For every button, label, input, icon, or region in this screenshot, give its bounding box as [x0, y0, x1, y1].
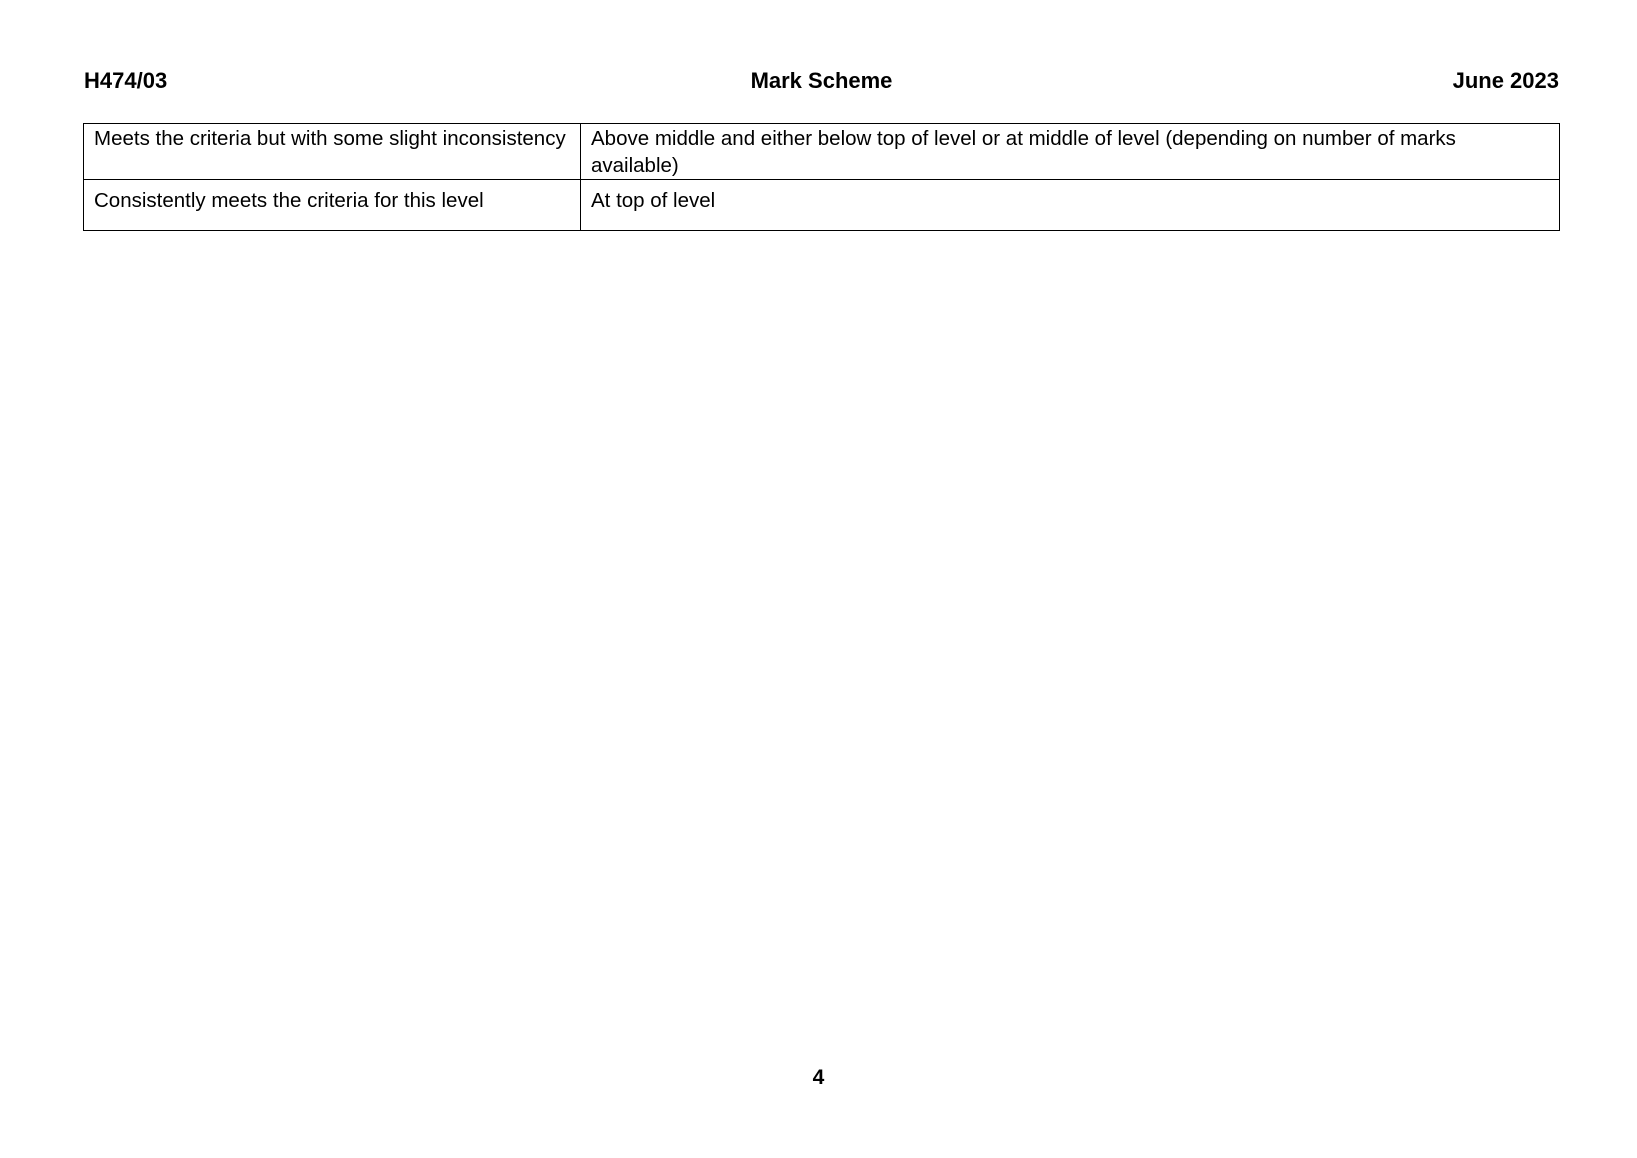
page-number: 4: [812, 1066, 825, 1089]
document-title: Mark Scheme: [750, 68, 893, 93]
table-row: [84, 180, 1560, 231]
document-date: June 2023: [1452, 68, 1559, 93]
table-row: [84, 124, 1560, 180]
criteria-cell: Meets the criteria but with some slight inconsistency: [84, 124, 581, 180]
mark-cell: Above middle and either below top of level or at middle of level (depending on number of marks available): [581, 124, 1560, 180]
criteria-cell: Consistently meets the criteria for this level: [84, 180, 581, 231]
page-header: [84, 68, 1559, 98]
mark-cell: At top of level: [581, 180, 1560, 231]
mark-scheme-table: [83, 123, 1560, 231]
document-code: H474/03: [84, 68, 168, 93]
